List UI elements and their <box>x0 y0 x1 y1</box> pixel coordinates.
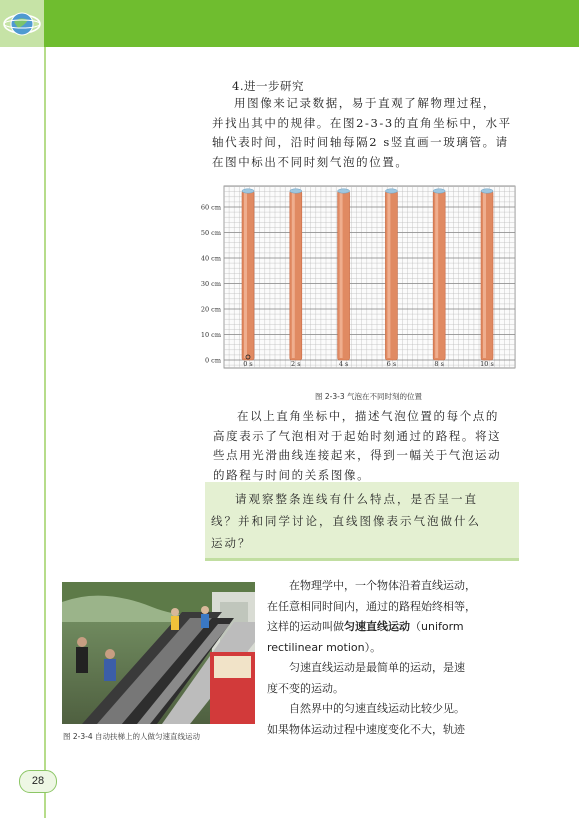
body-line: 自然界中的匀速直线运动比较少见。 <box>289 702 465 715</box>
question-line: 运动？ <box>211 536 252 550</box>
body-text <box>267 576 522 740</box>
explain-line: 在以上直角坐标中，描述气泡位置的每个点的 <box>237 409 499 423</box>
explain-line: 的路程与时间的关系图像。 <box>213 467 371 482</box>
body-line: 匀速直线运动是最简单的运动，是速 <box>289 661 465 674</box>
tube-highlight <box>435 193 438 358</box>
intro-line: 轴代表时间，沿时间轴每隔2 s竖直画一玻璃管。请 <box>212 135 509 149</box>
intro-line: 在图中标出不同时刻气泡的位置。 <box>212 154 409 169</box>
section-title: 4.进一步研究 <box>232 79 304 93</box>
tube-cap <box>385 189 397 193</box>
photo-caption: 图 2-3-4 自动扶梯上的人做匀速直线运动 <box>63 732 200 741</box>
y-tick-label: 50 cm <box>200 229 221 237</box>
x-tick-label: 2 s <box>291 360 301 368</box>
x-tick-label: 4 s <box>338 360 349 368</box>
glass-tube <box>338 191 350 360</box>
y-tick-label: 10 cm <box>200 331 221 339</box>
tube-highlight <box>244 193 247 358</box>
body-line: 如果物体运动过程中速度变化不大，轨迹 <box>267 722 465 736</box>
body-line: 度不变的运动。 <box>267 681 344 695</box>
intro-line: 并找出其中的规律。在图2-3-3的直角坐标中，水平 <box>212 115 512 130</box>
globe-logo-icon <box>2 8 42 40</box>
body-fragment: 这样的运动叫做 <box>267 620 344 633</box>
body-line: 在物理学中，一个物体沿着直线运动， <box>289 579 476 592</box>
intro-line: 用图像来记录数据，易于直观了解物理过程， <box>234 96 496 110</box>
tube-highlight <box>292 193 295 358</box>
explain-line: 高度表示了气泡相对于起始时刻通过的路程。将这 <box>213 428 502 443</box>
discussion-text <box>211 488 517 554</box>
header-band <box>0 0 579 47</box>
question-line: 请观察整条连线有什么特点，是否呈一直 <box>235 492 478 506</box>
y-tick-label: 30 cm <box>200 280 221 288</box>
body-line: 在任意相同时间内，通过的路程始终相等， <box>267 599 476 613</box>
figure-caption: 图 2-3-3 气泡在不同时刻的位置 <box>315 392 422 401</box>
tube-cap <box>242 189 254 193</box>
escalator-photo <box>62 582 255 724</box>
y-tick-label: 0 cm <box>204 356 221 365</box>
escalator-image <box>62 582 255 724</box>
tube-cap <box>481 189 493 193</box>
explain-paragraph <box>213 407 502 485</box>
bubble-position-chart <box>195 183 517 376</box>
page-number: 28 <box>19 770 57 793</box>
tube-highlight <box>483 193 486 358</box>
glass-tube <box>385 191 397 360</box>
margin-rule <box>44 47 46 818</box>
explain-line: 些点用光滑曲线连接起来，得到一幅关于气泡运动 <box>213 448 502 462</box>
glass-tube <box>242 191 254 360</box>
glass-tube <box>433 191 445 360</box>
glass-tube <box>290 191 302 360</box>
intro-paragraph <box>212 94 512 172</box>
y-tick-label: 40 cm <box>200 254 221 263</box>
body-fragment: （uniform <box>410 620 464 633</box>
tube-cap <box>338 189 350 193</box>
question-line: 线？并和同学讨论，直线图像表示气泡做什么 <box>211 514 481 528</box>
tube-cap <box>290 189 302 193</box>
x-tick-label: 8 s <box>434 360 444 368</box>
grid-background <box>224 186 515 368</box>
tube-highlight <box>387 193 390 358</box>
chart-svg <box>195 183 517 376</box>
body-line <box>267 617 522 638</box>
glass-tube <box>481 191 493 360</box>
x-tick-label: 0 s <box>243 360 253 368</box>
tube-highlight <box>340 193 343 358</box>
x-tick-label: 6 s <box>386 360 397 368</box>
body-line: rectilinear motion）。 <box>267 640 382 654</box>
key-term: 匀速直线运动 <box>344 620 410 633</box>
y-tick-label: 60 cm <box>200 203 221 212</box>
tube-cap <box>433 189 445 193</box>
y-tick-label: 20 cm <box>200 305 221 314</box>
x-tick-label: 10 s <box>480 360 494 368</box>
